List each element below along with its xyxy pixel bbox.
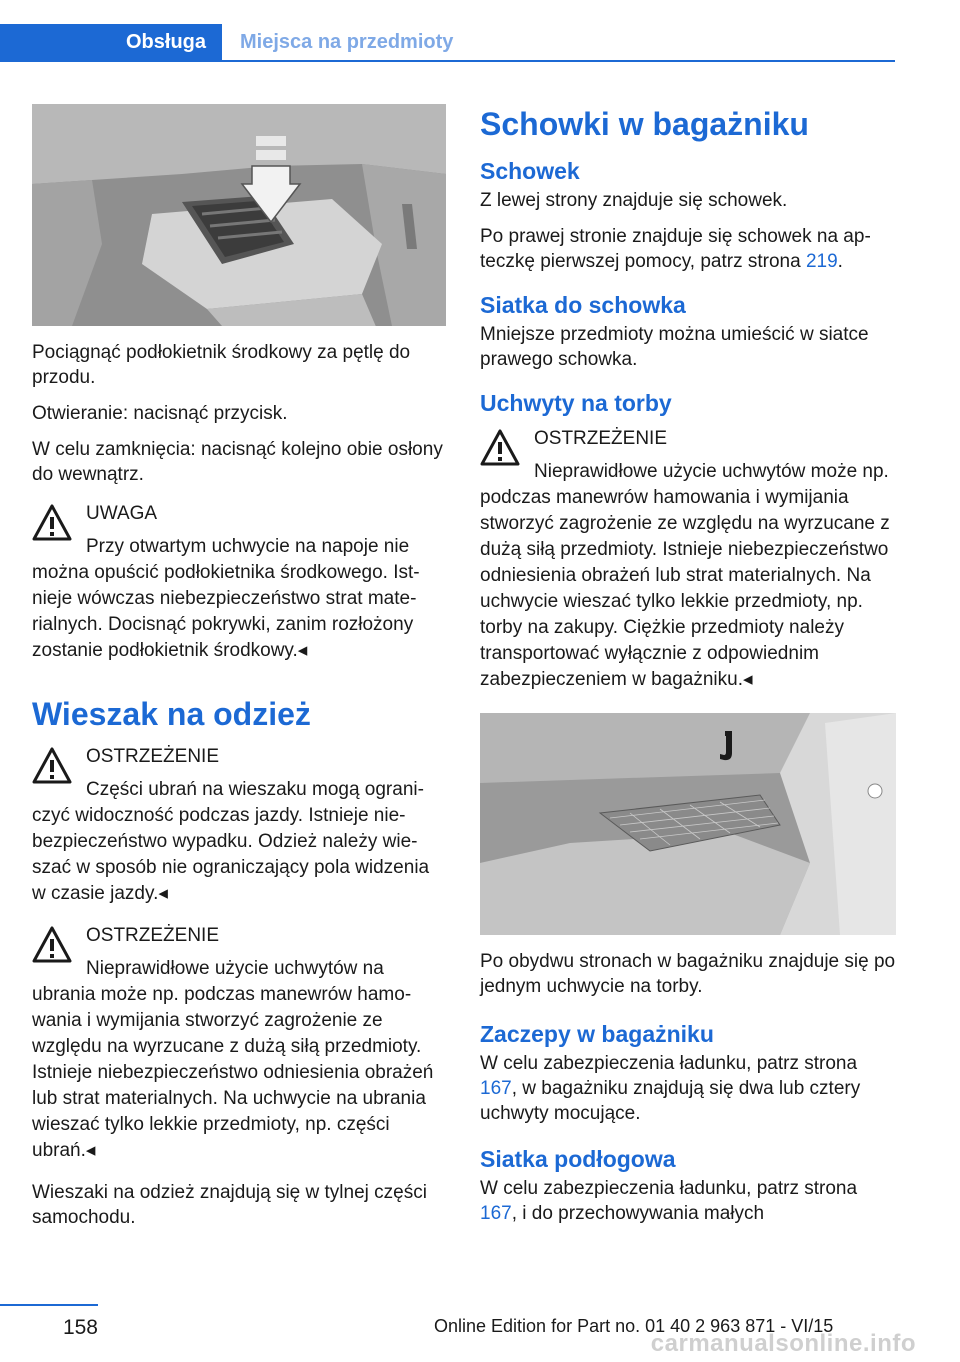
paragraph-closing: W celu zamknięcia: nacisnąć kolejno obie osłony do wewnątrz. xyxy=(32,439,443,485)
paragraph-schowek-left: Z lewej strony znajduje się schowek. xyxy=(480,190,788,211)
footer-divider xyxy=(0,1304,98,1306)
warning-note-cupholder xyxy=(32,501,446,664)
warning-text: Nieprawidłowe użycie uchwytów na ubrania może np. podczas manewrów hamowania i wymijania stworzyć zagrożenie ze względu na wyrzucane z dużą siłą przedmioty. Istnieje niebezpieczeństwo odniesienia obrażeń lub strat materialnych. Na uchwycie na ubrania wieszać tylko lekkie przedmioty, np. części ubrań.◂ xyxy=(32,958,434,1161)
paragraph-opening: Otwieranie: nacisnąć przycisk. xyxy=(32,403,288,424)
warning-triangle-icon xyxy=(32,926,72,964)
paragraph-siatka-podlogowa: W celu zabezpieczenia ładunku, patrz strona 167, i do przechowywania małych xyxy=(480,1178,858,1224)
paragraph-siatka: Mniejsze przedmioty można umieścić w siatce prawego schowka. xyxy=(480,324,869,370)
warning-triangle-icon xyxy=(32,504,72,542)
trunk-photo xyxy=(480,713,896,935)
page-number: 158 xyxy=(62,1316,98,1339)
page-ref-link[interactable]: 167 xyxy=(480,1078,512,1099)
paragraph-hooks-location: Wieszaki na odzież znajdują się w tylnej części samochodu. xyxy=(32,1182,427,1228)
heading-zaczepy: Zaczepy w bagażniku xyxy=(480,1021,714,1047)
header-divider xyxy=(0,60,895,62)
tab-miejsca-na-przedmioty[interactable]: Miejsca na przedmioty xyxy=(240,31,454,53)
page-header xyxy=(0,24,895,62)
warning-triangle-icon xyxy=(480,429,520,467)
warning-note-bag-hooks xyxy=(480,426,896,693)
warning-triangle-icon xyxy=(32,747,72,785)
left-column xyxy=(32,104,446,1241)
paragraph-schowek-right: Po prawej stronie znajduje się schowek na apteczkę pierwszej pomocy, patrz strona 219. xyxy=(480,226,871,272)
trunk-illustration xyxy=(480,713,896,935)
armrest-illustration xyxy=(32,104,446,326)
warning-text: Nieprawidłowe użycie uchwytów może np. podczas manewrów hamowania i wymijania stworzyć zagrożenie ze względu na wyrzucane z dużą siłą przedmioty. Istnieje niebezpieczeństwo odniesienia obrażeń lub strat materialnych. Na uchwycie wieszać tylko lekkie przedmioty, np. torby na zakupy. Ciężkie przedmioty należy transportować wyłącznie z odpowiednim zabezpieczeniem w bagażniku.◂ xyxy=(480,461,890,690)
paragraph-zaczepy: W celu zabezpieczenia ładunku, patrz strona 167, w bagażniku znajdują się dwa lub cztery uchwyty mocujące. xyxy=(480,1053,861,1124)
warning-title: OSTRZEŻENIE xyxy=(534,428,668,449)
tab-obsluga[interactable]: Obsługa xyxy=(0,24,222,60)
right-column xyxy=(480,104,896,1237)
heading-uchwyty: Uchwyty na torby xyxy=(480,390,672,416)
page-ref-link[interactable]: 167 xyxy=(480,1203,512,1224)
heading-siatka-schowka: Siatka do schowka xyxy=(480,292,686,318)
warning-text: Części ubrań na wieszaku mogą ograniczyć widoczność podczas jazdy. Istnieje niebezpieczeństwo wypadku. Odzież należy wieszać w sposób nie ograniczający pola widzenia w czasie jazdy.◂ xyxy=(32,779,430,904)
paragraph-bag-hooks-location: Po obydwu stronach w bagażniku znajduje się po jednym uchwycie na torby. xyxy=(480,951,896,997)
heading-schowek: Schowek xyxy=(480,158,580,184)
page-ref-link[interactable]: 219 xyxy=(805,251,838,272)
warning-title: UWAGA xyxy=(86,503,158,524)
armrest-photo xyxy=(32,104,446,326)
warning-text: Przy otwartym uchwycie na napoje nie można opuścić podłokietnika środkowego. Istnieje wówczas niebezpieczeństwo strat materialnych. Docisnąć pokrywki, zanim rozłożony zostanie podłokietnik środkowy.◂ xyxy=(32,536,420,661)
paragraph-pull-armrest: Pociągnąć podłokietnik środkowy za pętlę do przodu. xyxy=(32,342,411,388)
heading-wieszak: Wieszak na odzież xyxy=(32,696,311,732)
warning-note-clothes-visibility xyxy=(32,744,446,907)
heading-schowki: Schowki w bagażniku xyxy=(480,106,809,142)
warning-note-clothes-hooks xyxy=(32,923,446,1164)
warning-title: OSTRZEŻENIE xyxy=(86,925,220,946)
watermark: carmanualsonline.info xyxy=(650,1330,916,1357)
edition-info: Online Edition for Part no. 01 40 2 963 871 - VI/15 xyxy=(434,1316,834,1336)
warning-title: OSTRZEŻENIE xyxy=(86,746,220,767)
heading-siatka-podlogowa: Siatka podłogowa xyxy=(480,1146,676,1172)
